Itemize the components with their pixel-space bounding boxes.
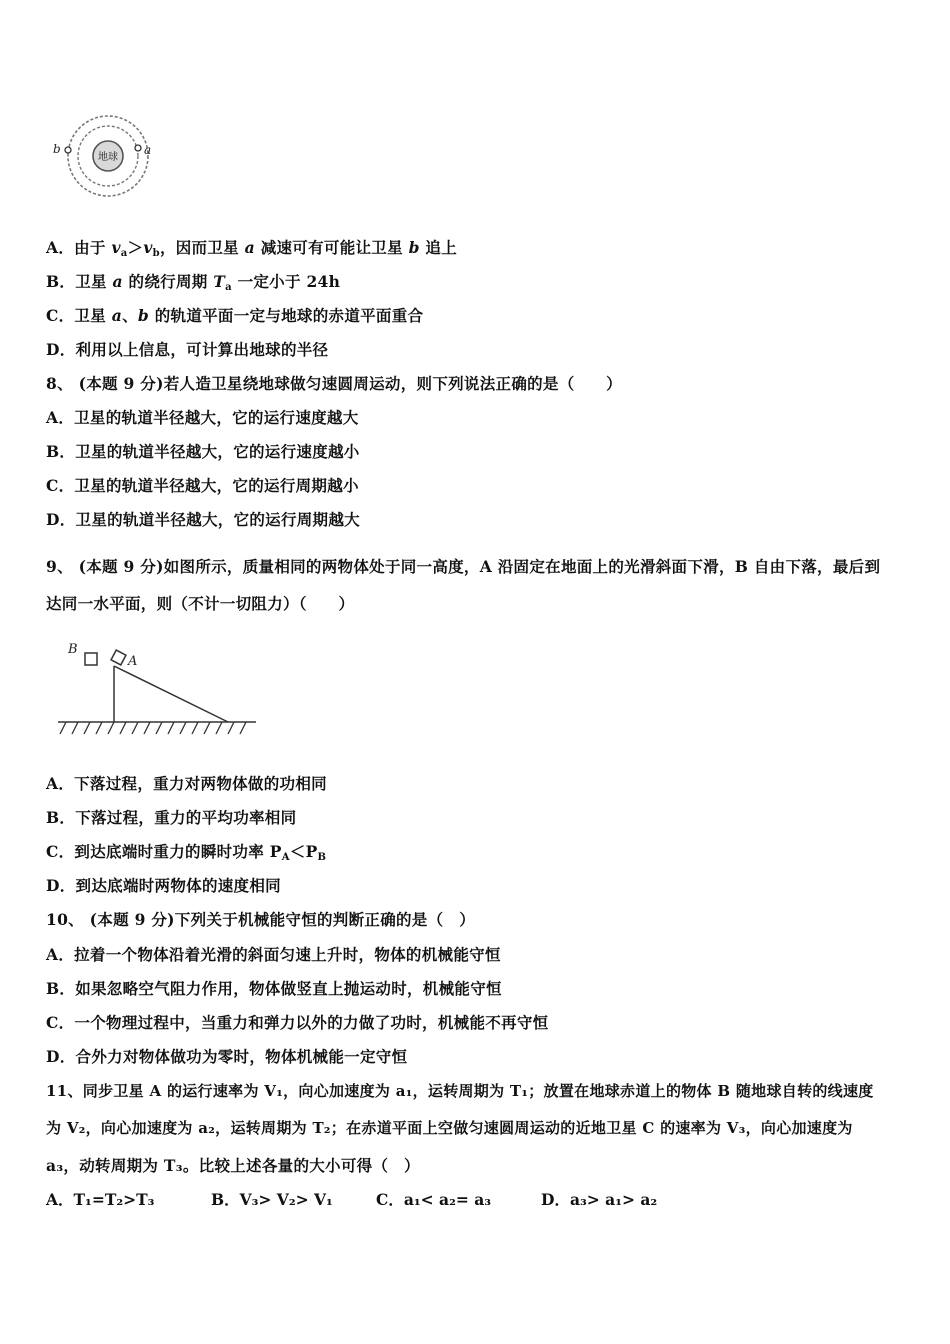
satellite-b (65, 147, 71, 153)
q8-option-b: B．卫星的轨道半径越大，它的运行速度越小 (46, 442, 360, 461)
q9-stem-line2: 达同一水平面，则（不计一切阻力）（ ） (46, 594, 355, 613)
block-a (111, 650, 126, 665)
q11-stem-line2: 为 V₂，向心加速度为 a₂，运转周期为 T₂；在赤道平面上空做匀速圆周运动的近地卫星 C 的速率为 V₃，向心加速度为 (46, 1119, 853, 1137)
q10-option-c: C．一个物理过程中，当重力和弹力以外的力做了功时，机械能不再守恒 (46, 1013, 549, 1032)
q8-option-a: A．卫星的轨道半径越大，它的运行速度越大 (46, 408, 359, 427)
q7-option-b: B．卫星 a 的绕行周期 $T_a$ 一定小于 24h (46, 272, 341, 293)
q9-option-c: C．到达底端时重力的瞬时功率 $P_A<P_B$ (46, 842, 327, 863)
q10-stem: 10、 (本题 9 分)下列关于机械能守恒的判断正确的是（ ） (46, 910, 476, 929)
earth-label: 地球 (98, 152, 118, 163)
q9-option-b: B．下落过程，重力的平均功率相同 (46, 808, 297, 827)
q10-option-d: D．合外力对物体做功为零时，物体机械能一定守恒 (46, 1047, 408, 1066)
q11-stem-line3: a₃，动转周期为 T₃。比较上述各量的大小可得（ ） (46, 1156, 420, 1175)
q10-option-a: A．拉着一个物体沿着光滑的斜面匀速上升时，物体的机械能守恒 (46, 945, 501, 964)
q11-option-a: A．T₁=T₂>T₃ (46, 1190, 155, 1209)
q11-stem-line1: 11、同步卫星 A 的运行速率为 V₁，向心加速度为 a₁，运转周期为 T₁；放置在地球赤道上的物体 B 随地球自转的线速度 (46, 1082, 874, 1100)
satellite-a-label: a (144, 143, 152, 157)
q9-option-a: A．下落过程，重力对两物体做的功相同 (46, 774, 327, 793)
ground-hatch (60, 722, 246, 734)
q7-option-a: A．由于 $v_a>v_b$，因而卫星 a 减速可有可能让卫星 b 追上 (46, 238, 458, 259)
q7-option-d: D．利用以上信息，可计算出地球的半径 (46, 340, 329, 359)
incline-slope (114, 666, 228, 722)
q11-option-b: B．V₃> V₂> V₁ (211, 1190, 333, 1209)
block-a-label: A (128, 654, 138, 669)
q8-stem: 8、 (本题 9 分)若人造卫星绕地球做匀速圆周运动，则下列说法正确的是（ ） (46, 374, 622, 393)
incline-figure (56, 636, 261, 744)
q11-option-d: D．a₃> a₁> a₂ (541, 1190, 658, 1209)
q8-option-d: D．卫星的轨道半径越大，它的运行周期越大 (46, 510, 360, 529)
q7-option-c: C．卫星 a、b 的轨道平面一定与地球的赤道平面重合 (46, 306, 424, 325)
orbit-figure (50, 110, 160, 202)
satellite-a (135, 145, 141, 151)
block-b-label: B (68, 642, 78, 657)
q11-option-c: C．a₁< a₂= a₃ (376, 1190, 492, 1209)
q10-option-b: B．如果忽略空气阻力作用，物体做竖直上抛运动时，机械能守恒 (46, 979, 502, 998)
q9-option-d: D．到达底端时两物体的速度相同 (46, 876, 281, 895)
satellite-b-label: b (53, 142, 61, 156)
block-b (85, 653, 97, 665)
q9-stem-line1: 9、 (本题 9 分)如图所示，质量相同的两物体处于同一高度，A 沿固定在地面上的光滑斜面下滑，B 自由下落，最后到 (46, 557, 881, 576)
q8-option-c: C．卫星的轨道半径越大，它的运行周期越小 (46, 476, 359, 495)
